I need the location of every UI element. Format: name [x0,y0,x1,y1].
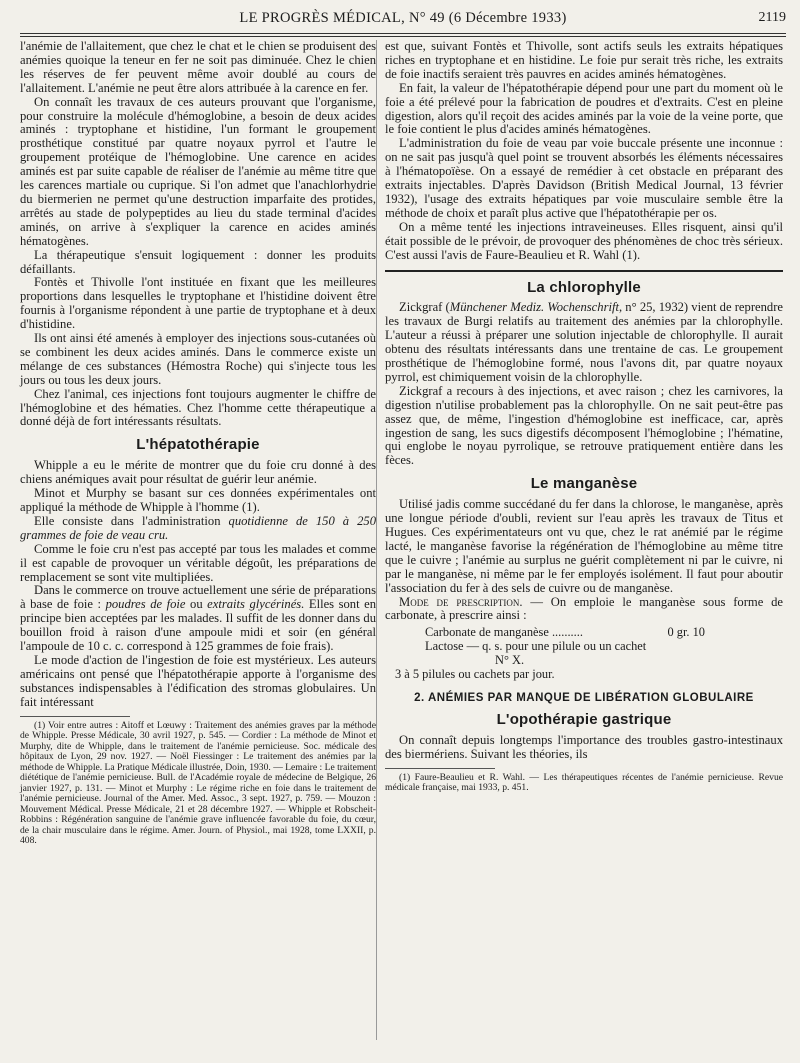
header-rule-double [20,36,786,37]
page-header [20,10,786,32]
emphasis-text: quotidienne de 150 à 250 grammes de foie de veau cru. [20,513,376,542]
text-run: Elles sont en principe bien acceptées par les malades. Il suffit de les donner dans du bouillon froid à raison d'une ampoule midi et soir (en général l'ampoule de 10 c. c. correspond à 125 grammes de foie frais). [20,597,376,654]
journal-title: LE PROGRÈS MÉDICAL, N° 49 (6 Décembre 1933) [239,10,567,26]
prescription-line [425,626,705,640]
prescription-item: Carbonate de manganèse .......... [425,625,583,640]
paragraph: On connaît les travaux de ces auteurs prouvant que l'organisme, pour construire la molécule d'hémoglobine, a besoin de deux acides aminés : tryptophane et histidine, l'un formant le groupement prosthétique constitué par quatre noyaux pyrrol et l'autre le groupement protéique de l'hémoglobine. Une carence en acides aminés est par suite capable de réaliser de l'anémie au même titre que les carences martiale ou cuprique. Si l'on admet que l'anachlorhydrie du biermerien ne permet qu'une destruction imparfaite des protides, arrêtés au stade de polypeptides au lieu du stade terminal d'acides aminés, on arrive à s'expliquer la carence en acides aminés hématogènes. [20,94,376,248]
prescription-line: Lactose — q. s. pour une pilule ou un cachet [425,639,647,654]
text-run: , n° 25, 1932) vient de reprendre les travaux de Burgi relatifs au traitement des anémies par la chlorophylle. L'auteur a réussi à préparer une solution injectable de chlorophylle. Il aurait obtenu des résultats intéressants dans une trentaine de cas. Le groupement prosthétique de l'hémoglobine formé, nous l'avons dit, par quatre noyaux pyrrol, est chimiquement voisin de la chlorophylle. [385,300,783,384]
paragraph: Zickgraf a recours à des injections, et avec raison ; chez les carnivores, la digestion n'utilise probablement pas la chlorophylle. On ne sait peut-être pas assez que, de même, l'ingestion d'hémoglobine est inefficace, car, après ingestion de sang, les sucs digestifs décomposent l'hémoglobine ; l'hématine, qui englobe le noyau pyrrolique, se retrouve pratiquement entière dans les fèces. [385,383,783,468]
paragraph: Chez l'animal, ces injections font toujours augmenter le chiffre de l'hémoglobine et des hématies. Chez l'homme cette thérapeutique a donné déjà de fort intéressants résultats. [20,386,376,429]
page-number: 2119 [758,10,786,25]
run-in-heading: Mode de prescription. [399,594,523,609]
section-rule [385,270,783,272]
section-heading-hepatotherapie: L'hépatothérapie [136,436,260,454]
paragraph: L'administration du foie de veau par voie buccale présente une inconnue : on ne sait pas jusqu'à quel point se trouvent absorbés les éléments nécessaires à l'hématopoïèse. On a essayé de remédier à cet obstacle en préparant des extraits injectables. D'après Davidson (British Medical Journal, 13 février 1932), l'usage des extraits hépatiques par voie musculaire semble être la méthode de choix et paraît plus active que l'hépatothérapie per os. [385,136,783,220]
section-heading-opotherapie: L'opothérapie gastrique [496,710,672,728]
right-column [385,40,783,794]
paragraph: Whipple a eu le mérite de montrer que du foie cru donné à des chiens anémiques avait pour résultat de guérir leur anémie. [20,458,376,487]
paragraph [385,596,783,624]
paragraph: Comme le foie cru n'est pas accepté par tous les malades et comme il est capable de provoquer un véritable dégoût, les préparations de remplacement se sont vite multipliées. [20,541,376,584]
text-run: — On emploie le manganèse sous forme de carbonate, à prescrire ainsi : [385,594,783,623]
paragraph: Ils ont ainsi été amenés à employer des injections sous-cutanées où se combinent les deux acides aminés. Dans le commerce existe un mélange de ces substances (Hémostra Roche) qui s'injecte tous les jours ou tous les deux jours. [20,331,376,387]
section-heading-chlorophylle: La chlorophylle [527,278,641,296]
paragraph: On connaît depuis longtemps l'importance des troubles gastro-intestinaux des biermériens. Suivant les théories, ils [385,732,783,761]
prescription-quantity: 0 gr. 10 [667,625,705,640]
emphasis-text: poudres de foie [105,597,186,612]
footnote-rule [20,716,130,717]
paragraph: est que, suivant Fontès et Thivolle, sont actifs seuls les extraits hépatiques riches en tryptophane et en histidine. Le foie pur serait très riche, les extraits de foie inactifs seraient très pauvres en acides aminés hématogènes. [385,39,783,81]
footnote-rule [385,768,495,769]
left-column [20,40,376,847]
text-run: Elle consiste dans l'administration [34,513,229,528]
section-heading-anemies: 2. ANÉMIES PAR MANQUE DE LIBÉRATION GLOBULAIRE [414,691,754,704]
text-run: Dans le commerce on trouve actuellement une série de préparations à base de foie : [20,583,376,612]
text-run: Zickgraf ( [399,300,450,315]
footnote: (1) Voir entre autres : Aitoff et Lœuwy : Traitement des anémies graves par la méthode de Whipple. Presse Médicale, 30 avril 1927, p. 545. — Cordier : La méthode de Minot et Murphy, dite de Whipple, dans le traitement de l'anémie pernicieuse. Soc. médicale des hôpitaux de Lyon, 29 nov. 1927. — Noël Fiessinger : Le traitement des anémies par la méthode de Whipple. La Pratique Médicale illustrée, Doin, 1930. — Lemaire : Le traitement diététique de l'anémie pernicieuse. Bull. de l'Académie royale de médecine de Belgique, 26 janvier 1927, p. 131. — Minot et Murphy : Le régime riche en foie dans le traitement de l'anémie pernicieuse. Journal of the Amer. Med. Assoc., 3 sept. 1927, p. 759. — Mouzon : Mouvement Médical. Presse Médicale, 21 et 28 décembre 1927. — Whipple et Robscheit-Robbins : Régénération sanguine de l'anémie grave influencée favorable du foie, du cœur, de la chair musculaire dans le régime. Amer. Journ. of Physiol., mai 1928, tome LXXII, p. 408. [20,719,377,847]
column-divider [376,40,377,1040]
text-run: ou [185,597,208,612]
paragraph: Utilisé jadis comme succédané du fer dans la chlorose, le manganèse, après une longue période d'oubli, revient sur l'eau après les travaux de Titus et Hugues. Ces expérimentateurs ont vu que, chez le rat anémié par le régime lacté, le manganèse favorise la régénération de l'hémoglobine au même titre que le cuivre ; l'anémie au surplus ne guérit complètement ni par le cuivre, ni par le manganèse, ni même par le fer employés isolément. Il faut pour aboutir l'association du fer à des sels de cuivre ou de manganèse. [385,497,783,595]
paragraph: Fontès et Thivolle l'ont instituée en fixant que les meilleures proportions dans lesquelles le tryptophane et l'histidine doivent être fournis à l'organisme répondent à une partie de tryptophane et à deux d'histidine. [20,275,376,332]
paragraph: On a même tenté les injections intraveineuses. Elles risquent, ainsi qu'il était possible de le prévoir, de provoquer des phénomènes de choc très sérieux. C'est aussi l'avis de Faure-Beaulieu et R. Wahl (1). [385,219,783,262]
emphasis-text: extraits glycérinés. [207,597,305,612]
paragraph: Le mode d'action de l'ingestion de foie est mystérieux. Les auteurs américains ont pensé que l'hépatothérapie apporte à l'organisme des substances indispensables à l'édification des stromas globulaires. Un fait intéressant [20,652,376,709]
paragraph: En fait, la valeur de l'hépatothérapie dépend pour une part du moment où le foie a été prélevé pour la fabrication de poudres et d'extraits. C'est en pleine digestion, alors qu'il reçoit des acides aminés par la voie de la veine porte, que le foie contient le plus d'acides aminés hématogènes. [385,80,783,137]
paragraph [20,515,376,543]
emphasis-text: Münchener Mediz. Wochenschrift [449,300,619,315]
prescription-line: 3 à 5 pilules ou cachets par jour. [395,667,555,682]
footnote: (1) Faure-Beaulieu et R. Wahl. — Les thérapeutiques récentes de l'anémie pernicieuse. Revue médicale française, mai 1933, p. 451. [385,771,783,794]
paragraph [20,584,376,654]
paragraph [385,301,783,384]
prescription-block [395,625,783,682]
paragraph: Minot et Murphy se basant sur ces données expérimentales ont appliqué la méthode de Whipple à l'homme (1). [20,486,376,514]
prescription-line: N° X. [495,653,525,668]
paragraph: La thérapeutique s'ensuit logiquement : donner les produits défaillants. [20,247,376,276]
header-rule [20,33,786,34]
paragraph: l'anémie de l'allaitement, que chez le chat et le chien se produisent des anémies quoique la teneur en fer ne soit pas diminuée. Chez le chien les réserves de fer peuvent même avoir doublé au cours de l'allaitement. L'anémie ne peut être alors attribuée à la carence en fer. [20,39,376,95]
section-heading-manganese: Le manganèse [530,475,638,493]
